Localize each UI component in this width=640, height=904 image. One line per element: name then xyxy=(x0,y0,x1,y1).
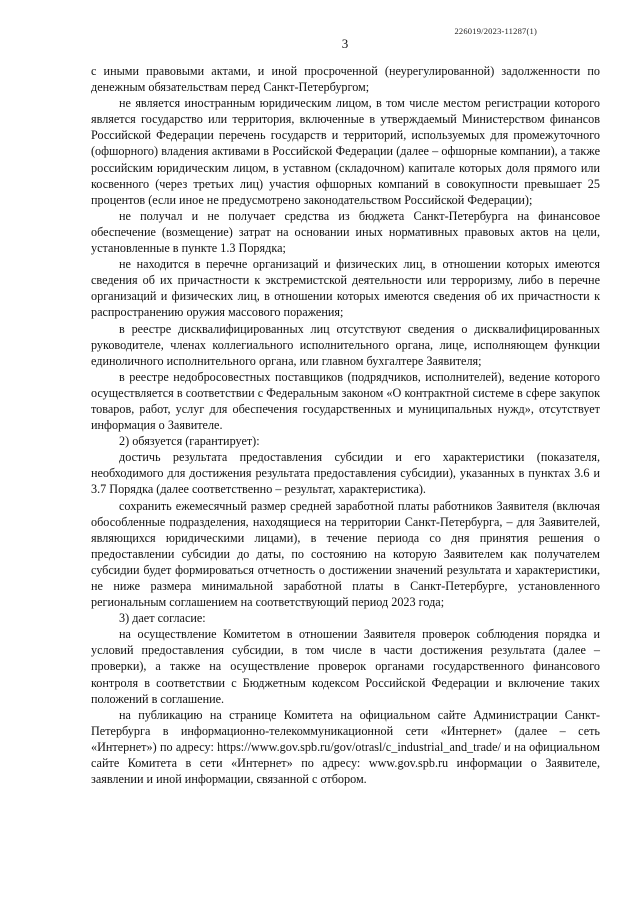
paragraph-keep-salary: сохранить ежемесячный размер средней заработной платы работников Заявителя (включая обособленные подразделения, находящиеся на территории Санкт-Петербурга, – для Заявителей, являющихся юридическими лицами), в течение периода со дня принятия решения о предоставлении субсидии до даты, по состоянию на которую Заявителем как получателем субсидии будет формироваться отчетность о достижении значений результата и характеристики, не ниже размера минимальной заработной платы в Санкт-Петербурге, установленного региональным соглашением на соответствующий период 2023 года; xyxy=(91,498,600,610)
paragraph-consent-heading: 3) дает согласие: xyxy=(119,611,206,626)
body-text xyxy=(91,63,600,787)
paragraph-not-in-extremism-list: не находится в перечне организаций и физических лиц, в отношении которых имеются сведения об их причастности к экстремистской деятельности или терроризму, либо в перечне организаций и физических лиц, в отношении которых имеются сведения об их причастности к распространению оружия массового поражения; xyxy=(91,257,600,320)
paragraph-not-foreign-entity: не является иностранным юридическим лицом, в том числе местом регистрации которого является государство или территория, включенные в утверждаемый Министерством финансов Российской Федерации перечень государств и территорий, используемых для промежуточного (офшорного) владения активами в Российской Федерации (далее – офшорные компании), а также российским юридическим лицом, в уставном (складочном) капитале которых доля прямого или косвенного (через третьих лиц) участия офшорных компаний в совокупности превышает 25 процентов (если иное не предусмотрено законодательством Российской Федерации); xyxy=(91,96,600,207)
paragraph-consent-publication: на публикацию на странице Комитета на официальном сайте Администрации Санкт-Петербурга в информационно-телекоммуникационной сети «Интернет» (далее – сеть «Интернет») по адресу: https://www.gov.spb.ru/gov/otrasl/c_industrial_and_trade/ и на официальном сайте Комитета в сети «Интернет» по адресу: www.gov.spb.ru информации о Заявителе, заявлении и иной информации, связанной с отбором. xyxy=(91,707,600,787)
page-number: 3 xyxy=(341,36,349,51)
paragraph-achieve-result: достичь результата предоставления субсидии и его характеристики (показателя, необходимого для достижения результата предоставления субсидии), указанных в пунктах 3.6 и 3.7 Порядка (далее соответственно – результат, характеристика). xyxy=(91,450,600,497)
paragraph-debt-continuation: с иными правовыми актами, и иной просроченной (неурегулированной) задолженности по денежным обязательствам перед Санкт-Петербургом; xyxy=(91,64,600,95)
paragraph-unfair-suppliers-registry: в реестре недобросовестных поставщиков (подрядчиков, исполнителей), ведение которого осуществляется в соответствии с Федеральным законом «О контрактной системе в сфере закупок товаров, работ, услуг для обеспечения государственных и муниципальных нужд», отсутствует информация о Заявителе. xyxy=(91,369,600,433)
paragraph-obligations-heading: 2) обязуется (гарантирует): xyxy=(119,434,260,449)
paragraph-no-budget-funds: не получал и не получает средства из бюджета Санкт-Петербурга на финансовое обеспечение (возмещение) затрат на основании иных нормативных правовых актов на цели, установленные в пункте 1.3 Порядка; xyxy=(91,208,600,256)
paragraph-consent-inspections: на осуществление Комитетом в отношении Заявителя проверок соблюдения порядка и условий предоставления субсидии, в том числе в части достижения результата (далее – проверки), а также на осуществление проверок органами государственного финансового контроля в соответствии с Бюджетным кодексом Российской Федерации и включение таких положений в соглашение. xyxy=(91,627,600,706)
paragraph-disqualified-registry: в реестре дисквалифицированных лиц отсутствуют сведения о дисквалифицированных руководителе, членах коллегиального исполнительного органа, лице, исполняющем функции единоличного исполнительного органа, или главном бухгалтере Заявителя; xyxy=(91,321,600,368)
document-registration-number: 226019/2023-11287(1) xyxy=(454,26,537,36)
